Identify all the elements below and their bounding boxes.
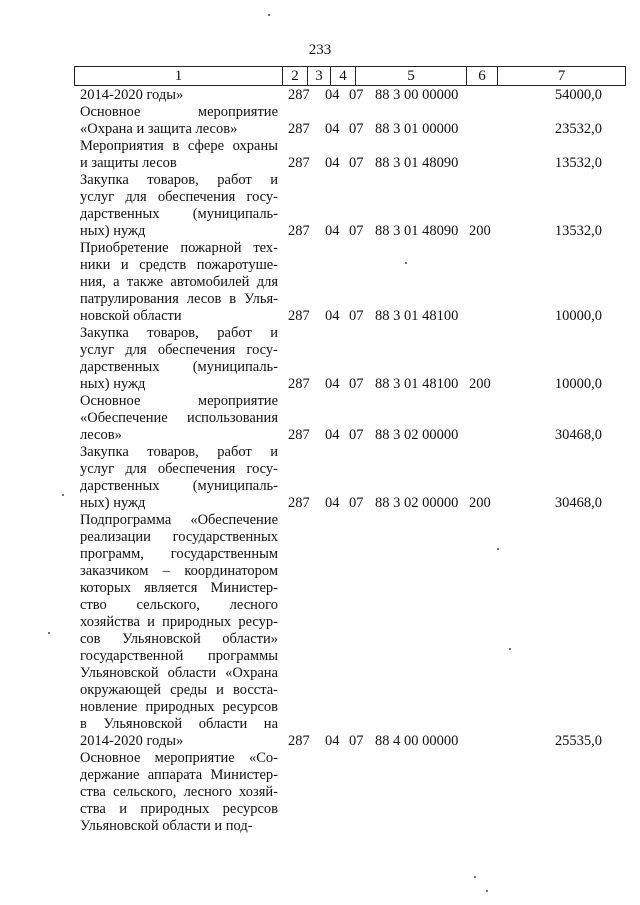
description-line: реализации государственных — [80, 529, 278, 545]
description-line: дарственных (муниципаль- — [80, 359, 278, 375]
row-description — [80, 87, 278, 104]
column-header-2: 2 — [291, 68, 299, 84]
description-line: Основное мероприятие «Со- — [80, 750, 278, 766]
description-line: ния, а также автомобилей для — [80, 274, 278, 290]
row-description — [80, 138, 278, 172]
description-line: услуг для обеспечения госу- — [80, 461, 278, 477]
code-col4: 07 — [349, 87, 364, 103]
description-line: Ульяновской области и под- — [80, 818, 253, 834]
code-col2: 287 — [288, 308, 310, 324]
code-col3: 04 — [325, 427, 340, 443]
description-line: «Охрана и защита лесов» — [80, 121, 238, 137]
code-col2: 287 — [288, 121, 310, 137]
description-line: лесов» — [80, 427, 122, 443]
code-col5: 88 3 01 48100 — [375, 308, 459, 324]
description-line: Ульяновской области «Охрана — [80, 665, 278, 681]
description-line: Закупка товаров, работ и — [80, 444, 278, 460]
row-description — [80, 240, 278, 325]
description-line: ники и средств пожаротуше- — [80, 257, 278, 273]
code-col6: 200 — [469, 223, 491, 239]
code-col5: 88 3 01 00000 — [375, 121, 459, 137]
page-number: 233 — [308, 42, 332, 58]
code-col3: 04 — [325, 87, 340, 103]
row-description — [80, 444, 278, 512]
code-col3: 04 — [325, 223, 340, 239]
description-line: новление природных ресурсов — [80, 699, 278, 715]
description-line: Основное мероприятие — [80, 104, 278, 120]
amount: 30468,0 — [554, 495, 602, 511]
code-col3: 04 — [325, 733, 340, 749]
code-col4: 07 — [349, 121, 364, 137]
code-col5: 88 3 01 48100 — [375, 376, 459, 392]
description-line: окружающей среды и восста- — [80, 682, 278, 698]
code-col2: 287 — [288, 376, 310, 392]
code-col3: 04 — [325, 121, 340, 137]
amount: 54000,0 — [554, 87, 602, 103]
code-col5: 88 3 00 00000 — [375, 87, 459, 103]
code-col2: 287 — [288, 87, 310, 103]
description-line: Закупка товаров, работ и — [80, 325, 278, 341]
code-col4: 07 — [349, 223, 364, 239]
code-col5: 88 4 00 00000 — [375, 733, 459, 749]
amount: 10000,0 — [554, 376, 602, 392]
code-col5: 88 3 02 00000 — [375, 427, 459, 443]
row-description — [80, 325, 278, 393]
description-line: услуг для обеспечения госу- — [80, 189, 278, 205]
column-header-6: 6 — [478, 68, 486, 84]
description-line: в Ульяновской области на — [80, 716, 278, 732]
code-col4: 07 — [349, 155, 364, 171]
code-col3: 04 — [325, 155, 340, 171]
code-col4: 07 — [349, 308, 364, 324]
description-line: Закупка товаров, работ и — [80, 172, 278, 188]
description-line: Мероприятия в сфере охраны — [80, 138, 278, 154]
description-line: ных) нужд — [80, 495, 146, 511]
description-line: ных) нужд — [80, 376, 146, 392]
code-col2: 287 — [288, 223, 310, 239]
code-col4: 07 — [349, 733, 364, 749]
description-line: новской области — [80, 308, 182, 324]
description-line: Подпрограмма «Обеспечение — [80, 512, 278, 528]
row-description — [80, 512, 278, 750]
amount: 23532,0 — [554, 121, 602, 137]
description-line: которых является Министер- — [80, 580, 278, 596]
code-col5: 88 3 01 48090 — [375, 223, 459, 239]
amount: 10000,0 — [554, 308, 602, 324]
description-line: сов Ульяновской области» — [80, 631, 278, 647]
description-line: услуг для обеспечения госу- — [80, 342, 278, 358]
description-line: «Обеспечение использования — [80, 410, 278, 426]
column-header-7: 7 — [557, 68, 566, 84]
column-header-5: 5 — [407, 68, 415, 84]
row-description — [80, 172, 278, 240]
code-col6: 200 — [469, 376, 491, 392]
amount: 30468,0 — [554, 427, 602, 443]
description-line: дарственных (муниципаль- — [80, 206, 278, 222]
amount: 13532,0 — [554, 155, 602, 171]
description-line: 2014-2020 годы» — [80, 87, 184, 103]
code-col4: 07 — [349, 427, 364, 443]
code-col4: 07 — [349, 376, 364, 392]
column-header-3: 3 — [315, 68, 323, 84]
amount: 25535,0 — [554, 733, 602, 749]
row-description — [80, 750, 278, 835]
description-line: ство сельского, лесного — [80, 597, 278, 613]
description-line: ства и природных ресурсов — [80, 801, 278, 817]
column-header-4: 4 — [339, 68, 347, 84]
row-description — [80, 104, 278, 138]
code-col5: 88 3 02 00000 — [375, 495, 459, 511]
description-line: и защиты лесов — [80, 155, 177, 171]
description-line: Приобретение пожарной тех- — [80, 240, 278, 256]
description-line: ных) нужд — [80, 223, 146, 239]
description-line: программ, государственным — [80, 546, 278, 562]
description-line: дарственных (муниципаль- — [80, 478, 278, 494]
description-line: государственной программы — [80, 648, 278, 664]
code-col2: 287 — [288, 495, 310, 511]
description-line: хозяйства и природных ресур- — [80, 614, 278, 630]
column-header-1: 1 — [174, 68, 183, 84]
code-col5: 88 3 01 48090 — [375, 155, 459, 171]
amount: 13532,0 — [554, 223, 602, 239]
code-col4: 07 — [349, 495, 364, 511]
code-col3: 04 — [325, 376, 340, 392]
code-col2: 287 — [288, 155, 310, 171]
code-col2: 287 — [288, 427, 310, 443]
description-line: держание аппарата Министер- — [80, 767, 278, 783]
code-col3: 04 — [325, 308, 340, 324]
code-col6: 200 — [469, 495, 491, 511]
description-line: 2014-2020 годы» — [80, 733, 184, 749]
code-col3: 04 — [325, 495, 340, 511]
description-line: патрулирования лесов в Улья- — [80, 291, 278, 307]
row-description — [80, 393, 278, 444]
table-header — [74, 66, 626, 86]
description-line: заказчиком – координатором — [80, 563, 278, 579]
code-col2: 287 — [288, 733, 310, 749]
description-line: ства сельского, лесного хозяй- — [80, 784, 278, 800]
description-line: Основное мероприятие — [80, 393, 278, 409]
